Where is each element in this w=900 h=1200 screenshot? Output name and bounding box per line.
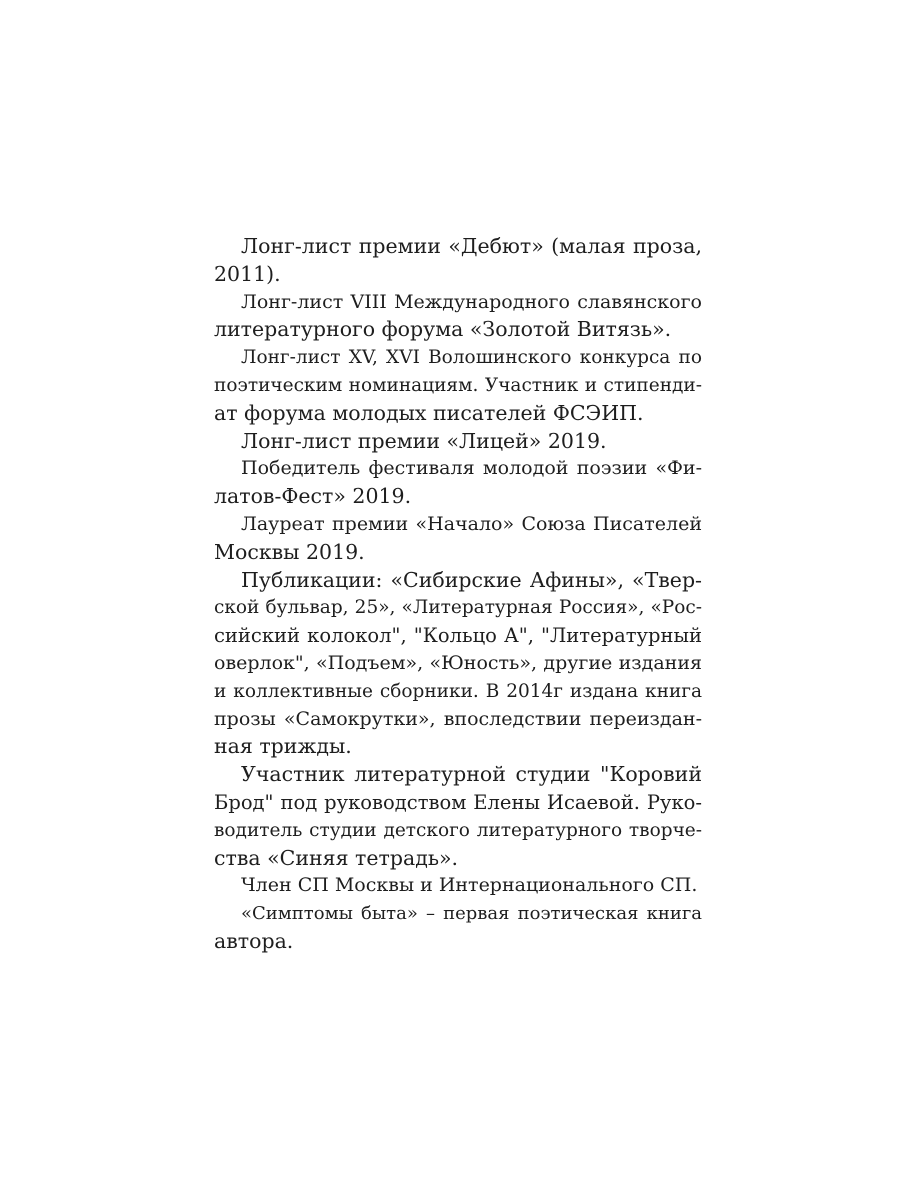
- text-line: водитель студии детского литературного творче-: [214, 819, 702, 841]
- text-line: «Симптомы быта» – первая поэтическая книга: [241, 903, 702, 925]
- paragraph-studio: [214, 761, 702, 872]
- paragraph-membership: [214, 872, 702, 900]
- paragraph-nachalo: [214, 511, 702, 567]
- text-line: Лонг-лист XV, XVI Волошинского конкурса по: [241, 347, 702, 369]
- text-line: ской бульвар, 25», «Литературная Россия», «Рос-: [214, 597, 702, 619]
- text-line: латов-Фест» 2019.: [214, 484, 412, 509]
- text-line: Участник литературной студии "Коровий: [241, 762, 702, 787]
- text-line: 2011).: [214, 261, 281, 286]
- text-line: Брод" под руководством Елены Исаевой. Руко-: [214, 790, 702, 814]
- paragraph-publications: [214, 567, 702, 762]
- text-line: Лонг-лист VIII Международного славянского: [241, 290, 702, 313]
- text-line: и коллективные сборники. В 2014г издана книга: [214, 680, 702, 702]
- text-line: автора.: [214, 928, 294, 953]
- text-line: Лонг-лист премии «Дебют» (малая проза,: [241, 234, 702, 258]
- text-line: Лонг-лист премии «Лицей» 2019.: [241, 428, 607, 453]
- author-bio-text: [214, 233, 702, 956]
- text-line: прозы «Самокрутки», впоследствии переиздан-: [214, 707, 702, 730]
- paragraph-debut: [214, 233, 702, 289]
- text-line: ная трижды.: [214, 734, 352, 759]
- text-line: Лауреат премии «Начало» Союза Писателей: [241, 512, 702, 535]
- text-line: ства «Синяя тетрадь».: [214, 845, 459, 870]
- text-line: Москвы 2019.: [214, 539, 365, 564]
- text-line: Член СП Москвы и Интернационального СП.: [241, 874, 698, 897]
- paragraph-zolotoy-vityaz: [214, 289, 702, 345]
- paragraph-licey: [214, 428, 702, 456]
- text-line: ат форума молодых писателей ФСЭИП.: [214, 400, 644, 425]
- paragraph-filatov-fest: [214, 455, 702, 511]
- text-line: сийский колокол", "Кольцо А", "Литературный: [214, 624, 702, 648]
- text-line: оверлок", «Подъем», «Юность», другие издания: [214, 651, 702, 674]
- text-line: Публикации: «Сибирские Афины», «Твер-: [241, 567, 702, 592]
- paragraph-first-book: [214, 900, 702, 956]
- text-line: литературного форума «Золотой Витязь».: [214, 317, 672, 342]
- paragraph-voloshin: [214, 344, 702, 427]
- text-line: поэтическим номинациям. Участник и стипенди-: [214, 374, 702, 396]
- text-line: Победитель фестиваля молодой поэзии «Фи-: [241, 457, 702, 480]
